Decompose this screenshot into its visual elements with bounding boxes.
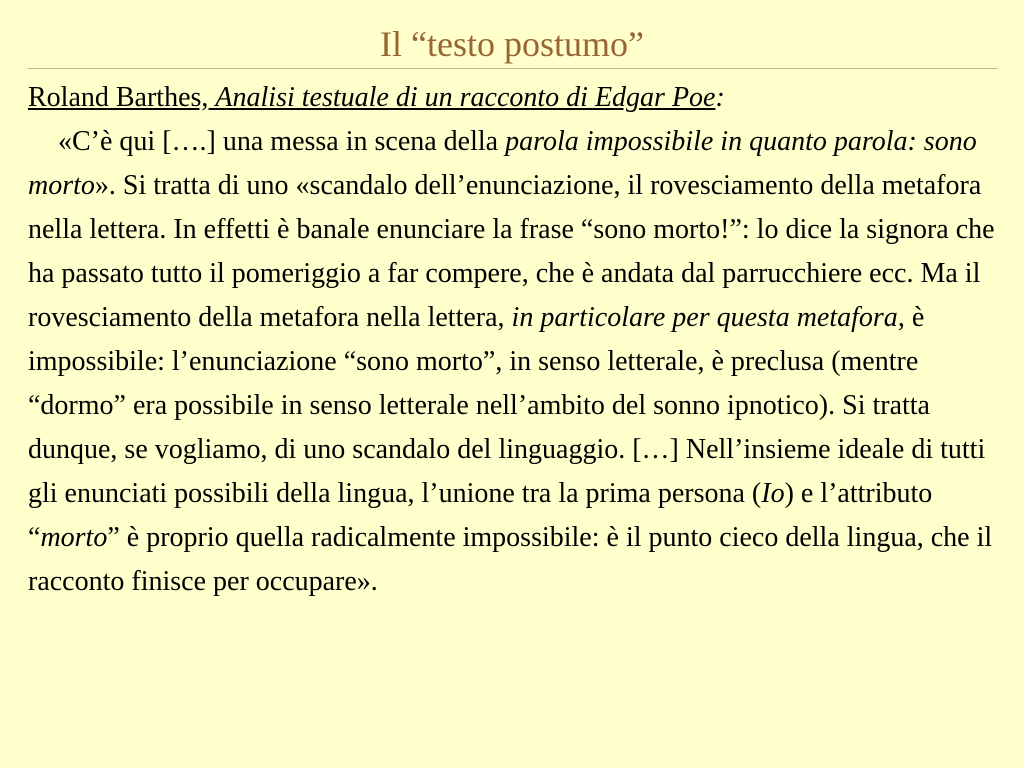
slide-title: Il “testo postumo”	[380, 24, 644, 64]
quote-paragraph	[28, 120, 1003, 604]
citation-author: Roland Barthes,	[28, 82, 216, 113]
quote-text-1: «C’è qui [….] una messa in scena della	[58, 126, 506, 157]
quote-emphasis-1: parola impossibile in quanto parola: sono morto	[28, 126, 977, 201]
quote-text-3: , è impossibile: l’enunciazione “sono morto”, in senso letterale, è preclusa (mentre “dormo” era possibile in senso letterale nell’ambito del sonno ipnotico). Si tratta dunque, se vogliamo, di uno scandalo del linguaggio. […] Nell’insieme ideale di tutti gli enunciati possibili della lingua, l’unione tra la prima persona (	[28, 302, 986, 509]
citation-work: Analisi testuale di un racconto di Edgar Poe	[215, 82, 716, 113]
quote-text-4: ) e l’attributo “	[28, 478, 933, 553]
quote-emphasis-3: Io	[761, 478, 785, 509]
quote-text-5: ” è proprio quella radicalmente impossibile: è il punto cieco della lingua, che il racconto finisce per occupare».	[28, 522, 993, 597]
slide-body	[28, 76, 1003, 604]
citation-colon: :	[715, 82, 725, 113]
quote-emphasis-2: in particolare per questa metafora	[511, 302, 898, 333]
quote-text-2: ». Si tratta di uno «scandalo dell’enunciazione, il rovesciamento della metafora nella lettera. In effetti è banale enunciare la frase “sono morto!”: lo dice la signora che ha passato tutto il pomeriggio a far compere, che è andata dal parrucchiere ecc. Ma il rovesciamento della metafora nella lettera,	[28, 170, 995, 333]
quote-emphasis-4: morto	[40, 522, 108, 553]
title-divider	[28, 68, 998, 69]
citation-line	[28, 76, 1003, 120]
